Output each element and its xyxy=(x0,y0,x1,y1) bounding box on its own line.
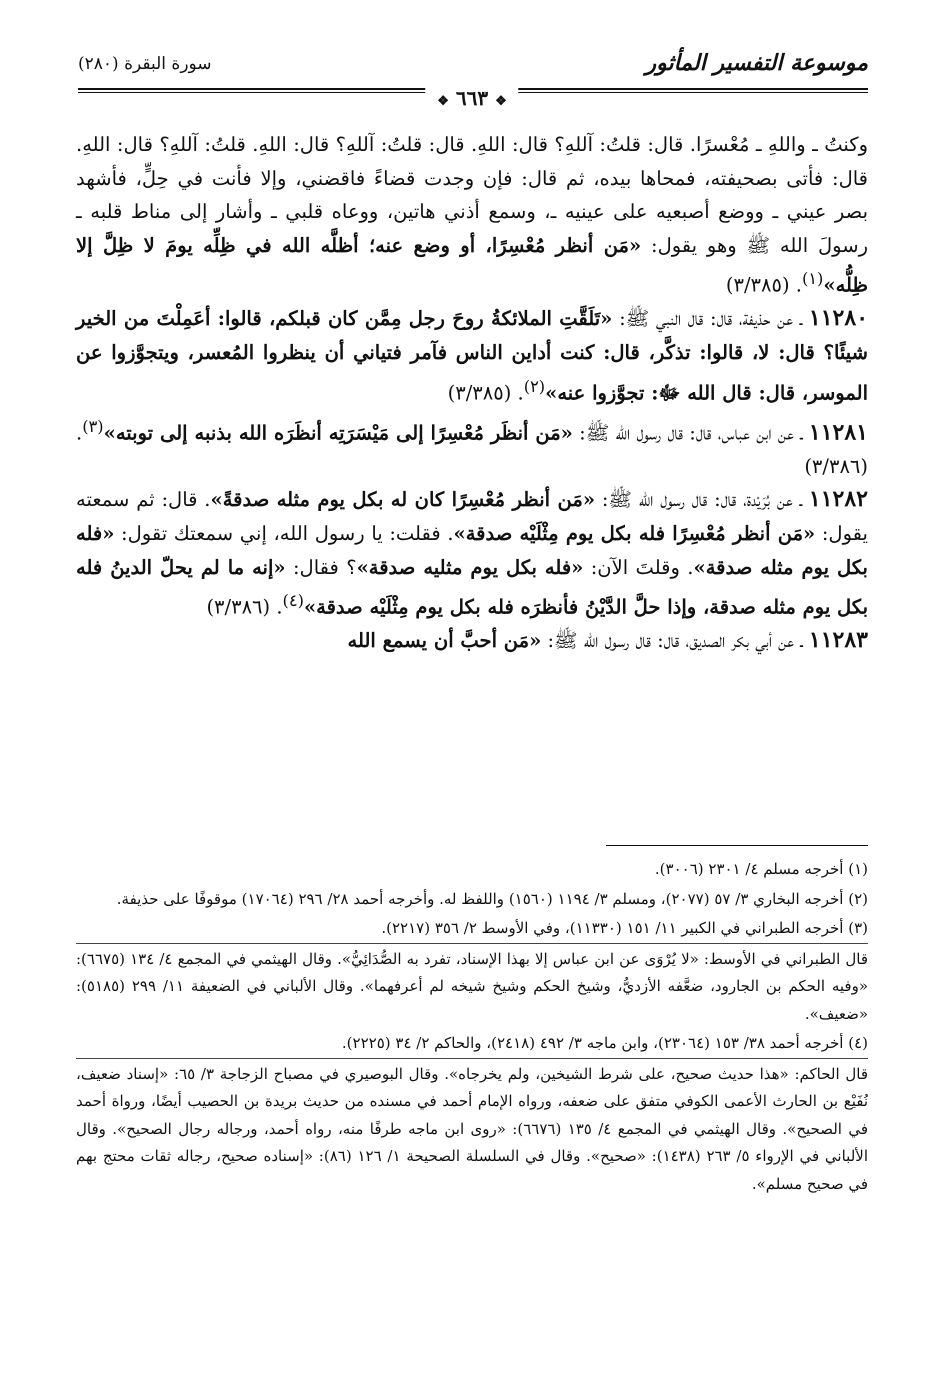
narration-text: وكنتُ ـ واللهِ ـ مُعْسرًا. قال: قلتُ: آللهِ؟ قال: اللهِ. قال: قلتُ: آللهِ؟ قال: اللهِ. قلتُ: آللهِ؟ قال: اللهِ. قال: فأتى بصحيفته، فمحاها بيده، ثم قال: فإن وجدت قضاءً فاقضني، وإلا فأنت في حِلٍّ، فأشهد بصر عيني ـ ووضع أصبعيه على عينيه ـ، وسمع أذني هاتين، ووعاه قلبي ـ وأشار إلى مناط قلبه ـ رسولَ الله ﷺ وهو يقول: xyxy=(76,133,868,257)
hadith-number: ١١٢٨٠ xyxy=(808,305,869,332)
footnote-separator xyxy=(606,845,868,846)
reference: (٣/٣٨٦) xyxy=(804,454,868,478)
narration-intro: ـ عن حذيفة، قال: قال النبي ﷺ: xyxy=(612,307,809,331)
reference: (٣/٣٨٥) xyxy=(447,381,512,405)
footnote-marker: (٤) xyxy=(282,591,304,611)
footnote-1: (١) أخرجه مسلم ٤/ ٢٣٠١ (٣٠٠٦). xyxy=(654,860,868,878)
hadith-number: ١١٢٨٢ xyxy=(808,486,868,513)
hadith-quote: «فله بكل يوم مثليه صدقة» xyxy=(356,555,584,579)
surah-label: سورة البقرة (٢٨٠) xyxy=(78,54,212,74)
footnote-4-commentary: قال الحاكم: «هذا حديث صحيح، على شرط الشيخين، ولم يخرجاه». وقال البوصيري في مصباح الزجاجة ٣/ ٦٥: «إسناد ضعيف، نُفَيْع بن الحارث الأعمى الكوفي متفق على ضعفه، ورواه الإمام أحمد في مسنده من حديث بريدة بن الحصيب أيضًا، ورواة أحمد في الصحيح». وقال الهيثمي في المجمع ٤/ ١٣٥ (٦٦٧٦): «روى ابن ماجه طرفًا منه، رواه أحمد، ورجاله رجال الصحيح». وقال الألباني في الإرواء ٥/ ٢٦٣ (١٤٣٨): «صحيح». وقال في السلسلة الصحيحة ١/ ١٢٦ (٨٦): «إسناده صحيح، رجاله ثقات محتج بهم في صحيح مسلم». xyxy=(76,1058,868,1199)
hadith-quote: «مَن أنظر مُعْسِرًا، أو وضع عنه؛ أظلَّه الله في ظِلِّه يومَ لا ظِلَّ إلا ظِلُّه» xyxy=(76,233,868,297)
hadith-11281: ١١٢٨١ ـ عن ابن عباس، قال: قال رسول الله ﷺ: «مَن أنظَر مُعْسِرًا إلى مَيْسَرَتِه أنظَرَه الله بذنبه إلى توبته»$^{(٣)}$. (٣/٣٨٦) xyxy=(76,416,868,478)
ornament-icon: ❖ xyxy=(495,94,507,109)
narration-intro: ـ عن ابن عباس، قال: قال رسول الله ﷺ: xyxy=(572,421,809,445)
hadith-quote: «مَن أنظَر مُعْسِرًا إلى مَيْسَرَتِه أنظَرَه الله بذنبه إلى توبته» xyxy=(103,421,573,445)
hadith-quote: «مَن أنظر مُعْسِرًا كان له بكل يوم مثله صدقةً» xyxy=(210,488,596,512)
hadith-quote: «فله بكل يوم مثله صدقة» xyxy=(76,522,868,579)
footnote-3: (٣) أخرجه الطبراني في الكبير ١١/ ١٥١ (١١٣٣٠)، وفي الأوسط ٢/ ٣٥٦ (٢٢١٧). xyxy=(381,919,868,937)
hadith-quote: «مَن أنظر مُعْسِرًا فله بكل يوم مِثْلَيْه صدقة» xyxy=(453,522,816,546)
paragraph-continuation: وكنتُ ـ واللهِ ـ مُعْسرًا. قال: قلتُ: آللهِ؟ قال: اللهِ. قال: قلتُ: آللهِ؟ قال: اللهِ. قلتُ: آللهِ؟ قال: اللهِ. قال: فأتى بصحيفته، فمحاها بيده، ثم قال: فإن وجدت قضاءً فاقضني، وإلا فأنت في حِلٍّ، فأشهد بصر عيني ـ ووضع أصبعيه على عينيه ـ، وسمع أذني هاتين، ووعاه قلبي ـ وأشار إلى مناط قلبه ـ رسولَ الله ﷺ وهو يقول: «مَن أنظر مُعْسِرًا، أو وضع عنه؛ أظلَّه الله في ظِلِّه يومَ لا ظِلَّ إلا ظِلُّه»$^{(١)}$. (٣/٣٨٥) xyxy=(76,133,868,297)
hadith-number: ١١٢٨٣ xyxy=(808,627,868,654)
reference: (٣/٣٨٦) xyxy=(206,595,271,619)
reference: (٣/٣٨٥) xyxy=(725,273,790,297)
footnote-2: (٢) أخرجه البخاري ٣/ ٥٧ (٢٠٧٧)، ومسلم ٣/ ١١٩٤ (١٥٦٠) واللفظ له. وأخرجه أحمد ٢٨/ ٢٩٦ (١٧٠٦٤) موقوفًا على حذيفة. xyxy=(116,889,868,908)
hadith-quote: «مَن أحبَّ أن يسمع الله xyxy=(347,629,542,653)
footnote-3-commentary: قال الطبراني في الأوسط: «لا يُرْوَى عن ابن عباس إلا بهذا الإسناد، تفرد به الصُّدَائِيُّ». وقال الهيثمي في المجمع ٤/ ١٣٤ (٦٦٧٥): «وفيه الحكم بن الجارود، ضعَّفه الأزديُّ، وشيخ الحكم وشيخ شيخه لم أعرفهما». وقال الألباني في الضعيفة ١١/ ٢٩٩ (٥١٨٥): «ضعيف». xyxy=(76,943,868,1029)
footnotes xyxy=(76,856,868,1198)
footnote-marker: (٣) xyxy=(82,416,104,436)
narration-intro: ـ عن بُرَيْدة، قال: قال رسول الله ﷺ: xyxy=(595,488,809,512)
page-number-text: ٦٦٣ xyxy=(455,86,489,110)
footnote-4: (٤) أخرجه أحمد ٣٨/ ١٥٣ (٢٣٠٦٤)، وابن ماجه ٣/ ٤٩٢ (٢٤١٨)، والحاكم ٢/ ٣٤ (٢٢٢٥). xyxy=(341,1034,868,1052)
footnote-marker: (١) xyxy=(801,269,824,289)
main-text xyxy=(76,128,868,658)
hadith-number: ١١٢٨١ xyxy=(808,419,868,446)
narration-text: . قال: ثم سمعته يقول: xyxy=(76,488,868,546)
book-title: موسوعة التفسير المأثور xyxy=(645,50,868,76)
hadith-11283 xyxy=(76,624,868,658)
hadith-11282: ١١٢٨٢ ـ عن بُرَيْدة، قال: قال رسول الله ﷺ: «مَن أنظر مُعْسِرًا كان له بكل يوم مثله صدقةً». قال: ثم سمعته يقول: «مَن أنظر مُعْسِرًا فله بكل يوم مِثْلَيْه صدقة». فقلت: يا رسول الله، إني سمعتك تقول: «فله بكل يوم مثله صدقة». وقلتَ الآن: «فله بكل يوم مثليه صدقة»؟ فقال: «إنه ما لم يحلّ الدينُ فله بكل يوم مثله صدقة، وإذا حلَّ الدَّيْنُ فأنظرَه فله بكل يوم مِثْلَيْه صدقة»$^{(٤)}$. (٣/٣٨٦) xyxy=(76,486,868,619)
hadith-quote: «تَلَقَّتِ الملائكةُ روحَ رجل مِمَّن كان قبلكم، قالوا: أعَمِلْتَ من الخير شيئًا؟ قال: لا، قالوا: تذكَّر، قال: كنت أداين الناس فآمر فتياني أن ينظروا المُعسر، ويتجوَّزوا عن الموسر، قال: قال الله ﷻ: تجوَّزوا عنه» xyxy=(76,307,868,405)
hadith-quote: «إنه ما لم يحلّ الدينُ فله بكل يوم مثله صدقة، وإذا حلَّ الدَّيْنُ فأنظرَه فله بكل يوم مِثْلَيْه صدقة» xyxy=(76,555,868,619)
narration-text: . وقلتَ الآن: xyxy=(583,555,694,579)
narration-intro: ـ عن أبي بكر الصديق، قال: قال رسول الله ﷺ: xyxy=(541,629,809,653)
narration-text: ؟ فقال: xyxy=(285,555,357,579)
narration-text: . فقلت: يا رسول الله، إني سمعتك تقول: xyxy=(114,522,454,546)
hadith-11280: ١١٢٨٠ ـ عن حذيفة، قال: قال النبي ﷺ: «تَلَقَّتِ الملائكةُ روحَ رجل مِمَّن كان قبلكم، قالوا: أعَمِلْتَ من الخير شيئًا؟ قال: لا، قالوا: تذكَّر، قال: كنت أداين الناس فآمر فتياني أن ينظروا المُعسر، ويتجوَّزوا عن الموسر، قال: قال الله ﷻ: تجوَّزوا عنه»$^{(٢)}$. (٣/٣٨٥) xyxy=(76,305,869,405)
ornament-icon: ❖ xyxy=(437,94,449,109)
page-number xyxy=(425,86,518,110)
footnote-marker: (٢) xyxy=(523,376,546,396)
